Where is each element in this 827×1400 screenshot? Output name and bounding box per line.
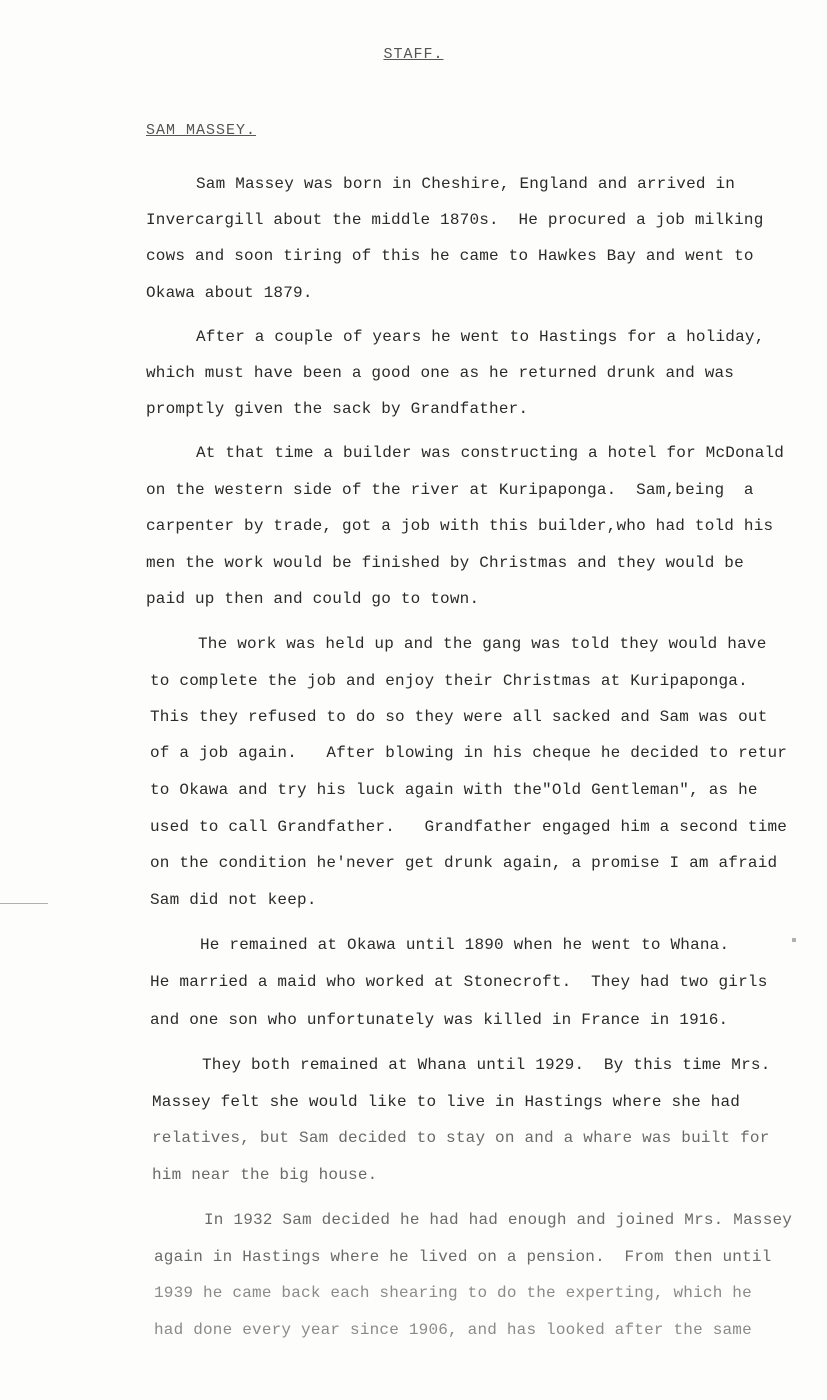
text-line: to complete the job and enjoy their Christmas at Kuripaponga. <box>150 672 748 690</box>
text-line: him near the big house. <box>152 1166 378 1184</box>
text-line: In 1932 Sam decided he had had enough and joined Mrs. Massey <box>204 1211 793 1229</box>
text-line: Sam Massey was born in Cheshire, England and arrived in <box>196 175 736 193</box>
scan-mark <box>0 903 48 904</box>
page-title: STAFF. <box>383 46 444 63</box>
text-line: promptly given the sack by Grandfather. <box>146 400 529 418</box>
text-line: Okawa about 1879. <box>146 284 313 302</box>
text-line: carpenter by trade, got a job with this builder,who had told his <box>146 517 774 535</box>
text-line: on the western side of the river at Kuripaponga. Sam,being a <box>146 481 754 499</box>
text-line: Massey felt she would like to live in Hastings where she had <box>152 1093 741 1111</box>
text-line: He married a maid who worked at Stonecroft. They had two girls <box>150 973 768 991</box>
section-heading: SAM MASSEY. <box>146 122 257 139</box>
text-line: which must have been a good one as he returned drunk and was <box>146 364 735 382</box>
text-line: He remained at Okawa until 1890 when he went to Whana. <box>200 936 730 954</box>
text-line: cows and soon tiring of this he came to Hawkes Bay and went to <box>146 247 754 265</box>
text-line: They both remained at Whana until 1929. By this time Mrs. <box>202 1056 771 1074</box>
text-line: to Okawa and try his luck again with the"Old Gentleman", as he <box>150 781 758 799</box>
text-line: At that time a builder was constructing a hotel for McDonald <box>196 444 785 462</box>
text-line: relatives, but Sam decided to stay on and a whare was built for <box>152 1129 770 1147</box>
text-line: had done every year since 1906, and has looked after the same <box>154 1321 752 1339</box>
text-line: on the condition he'never get drunk again, a promise I am afraid <box>150 854 778 872</box>
text-line: This they refused to do so they were all sacked and Sam was out <box>150 708 768 726</box>
text-line: and one son who unfortunately was killed in France in 1916. <box>150 1011 729 1029</box>
text-line: The work was held up and the gang was told they would have <box>198 635 767 653</box>
text-line: again in Hastings where he lived on a pension. From then until <box>154 1248 772 1266</box>
text-line: men the work would be finished by Christmas and they would be <box>146 554 744 572</box>
text-line: paid up then and could go to town. <box>146 590 480 608</box>
text-line: Invercargill about the middle 1870s. He procured a job milking <box>146 211 764 229</box>
text-line: After a couple of years he went to Hastings for a holiday, <box>196 328 765 346</box>
text-line: 1939 he came back each shearing to do the experting, which he <box>154 1284 752 1302</box>
text-line: Sam did not keep. <box>150 891 317 909</box>
scan-mark <box>792 938 796 942</box>
text-line: of a job again. After blowing in his cheque he decided to retur <box>150 744 788 762</box>
text-line: used to call Grandfather. Grandfather engaged him a second time <box>150 818 788 836</box>
